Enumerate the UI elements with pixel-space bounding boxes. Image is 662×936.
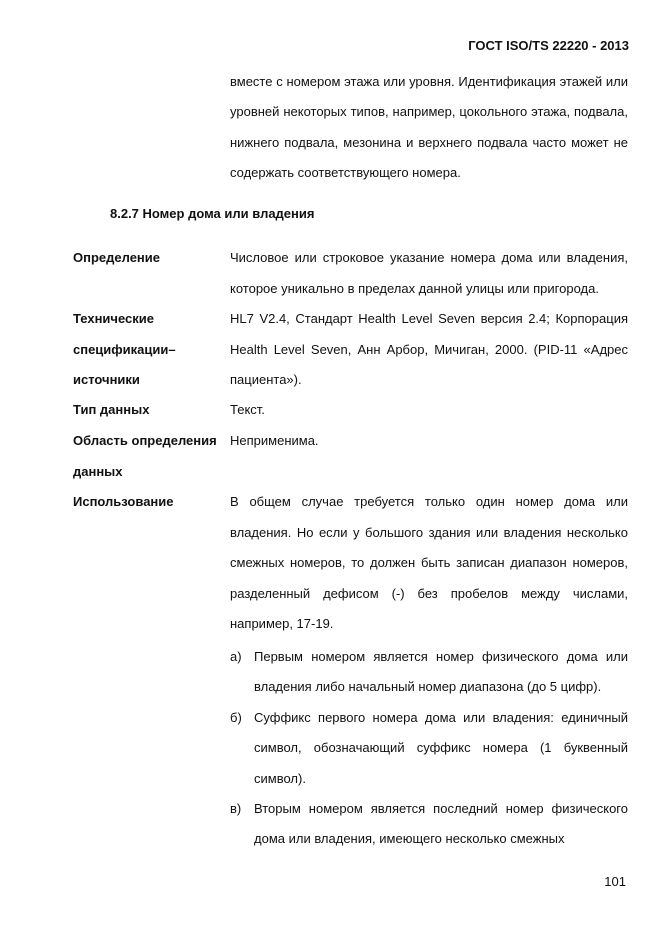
list-item [230, 703, 628, 794]
list-item-text: Первым номером является номер физического дома или владения либо начальный номер диапазона (до 5 цифр). [254, 649, 628, 695]
field-text: Числовое или строковое указание номера дома или владения, которое уникально в пределах данной улицы или пригорода. [230, 250, 628, 296]
usage-list [230, 642, 628, 855]
field-term: Технические спецификации– источники [73, 311, 176, 387]
list-marker: б) [230, 709, 242, 725]
field-text: Текст. [230, 402, 265, 417]
field-term: Область определения данных [73, 433, 217, 479]
section-heading: 8.2.7 Номер дома или владения [110, 206, 315, 221]
document-header: ГОСТ ISO/TS 22220 - 2013 [468, 38, 629, 53]
list-marker: в) [230, 801, 242, 817]
field-text: В общем случае требуется только один номер дома или владения. Но если у большого здания или владения несколько смежных номеров, то должен быть записан диапазон номеров, разделенный дефисом (-) без пробелов между числами, например, 17-19. [230, 494, 628, 631]
field-text: Неприменима. [230, 433, 319, 448]
field-text: HL7 V2.4, Стандарт Health Level Seven версия 2.4; Корпорация Health Level Seven, Анн Арбор, Мичиган, 2000. (PID-11 «Адрес пациента»). [230, 311, 628, 387]
list-marker: а) [230, 649, 242, 664]
list-item [230, 642, 628, 703]
field-term: Использование [73, 494, 174, 509]
list-item-text: Суффикс первого номера дома или владения: единичный символ, обозначающий суффикс номера (1 буквенный символ). [254, 709, 628, 786]
list-item-text: Вторым номером является последний номер физического дома или владения, имеющего несколько смежных [254, 801, 628, 847]
field-term: Определение [73, 250, 161, 265]
field-term: Тип данных [73, 402, 150, 417]
list-item [230, 794, 628, 855]
continuation-paragraph: вместе с номером этажа или уровня. Идентификация этажей или уровней некоторых типов, например, цокольного этажа, подвала, нижнего подвала, мезонина и верхнего подвала часто может не содержать соответствующего номера. [230, 74, 628, 180]
page-number: 101 [604, 874, 626, 889]
